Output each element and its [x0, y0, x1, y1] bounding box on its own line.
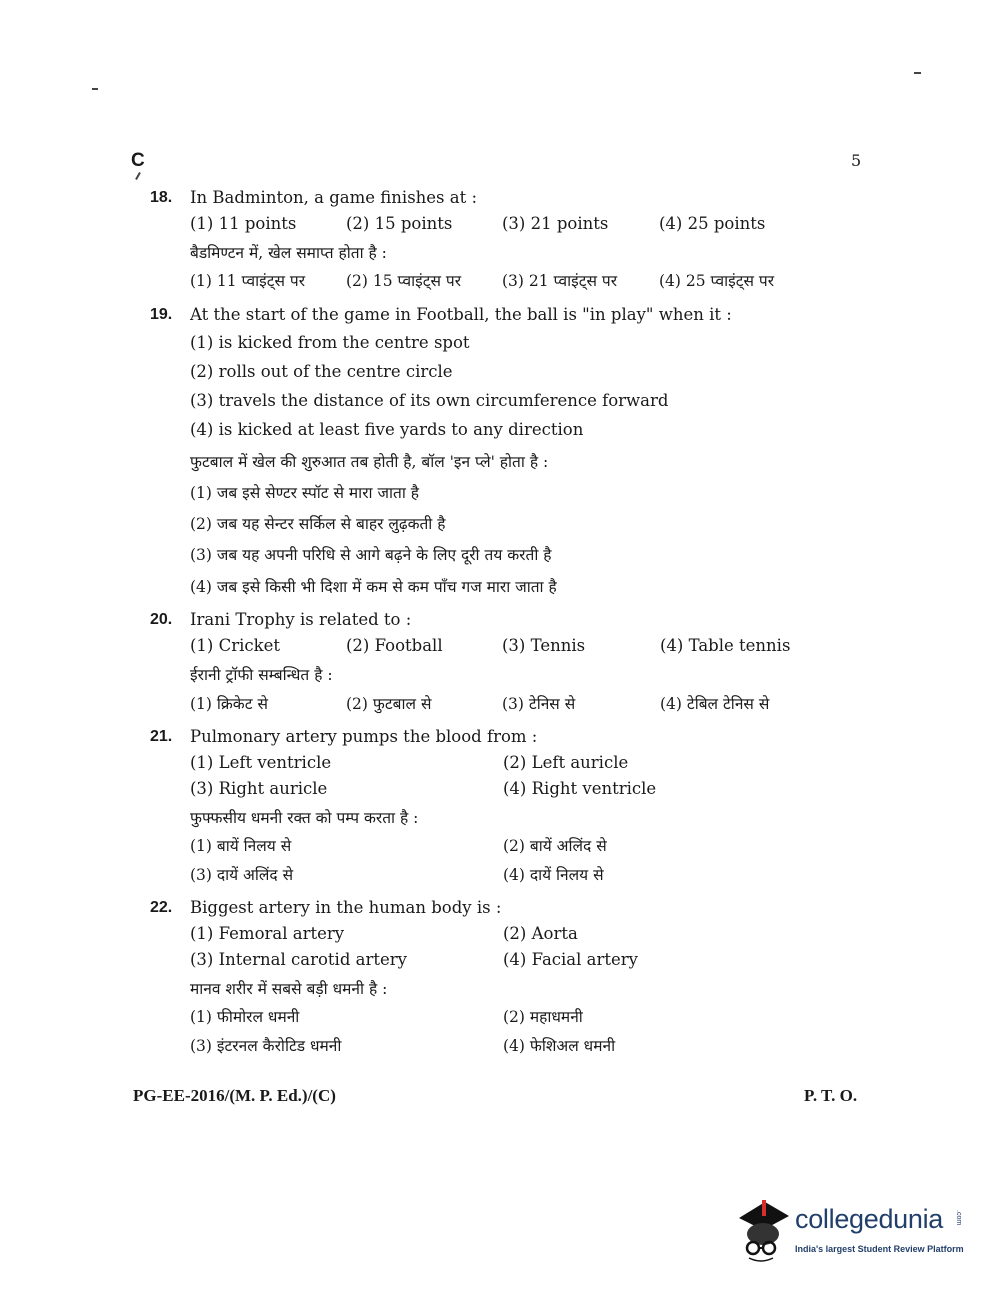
scan-speck — [135, 172, 141, 180]
option-en: (3) 21 points — [502, 214, 609, 233]
option-en: (2) Aorta — [503, 924, 578, 943]
option-hi: (2) महाधमनी — [503, 1008, 583, 1026]
option-en: (1) 11 points — [190, 214, 297, 233]
option-en: (3) travels the distance of its own circumference forward — [190, 391, 669, 410]
option-hi: (1) क्रिकेट से — [190, 695, 268, 713]
option-hi: (1) बायें निलय से — [190, 837, 292, 855]
paper-code: PG-EE-2016/(M. P. Ed.)/(C) — [133, 1086, 336, 1105]
option-en: (1) is kicked from the centre spot — [190, 333, 470, 352]
option-hi: (3) जब यह अपनी परिधि से आगे बढ़ने के लिए दूरी तय करती है — [190, 546, 552, 564]
option-hi: (2) जब यह सेन्टर सर्किल से बाहर लुढ़कती है — [190, 515, 446, 533]
question-text-en: Irani Trophy is related to : — [190, 610, 412, 629]
option-en: (3) Tennis — [502, 636, 586, 655]
option-en: (1) Cricket — [190, 636, 281, 655]
brand-tagline: India's largest Student Review Platform — [795, 1244, 964, 1254]
scan-speck — [92, 88, 98, 90]
brand-domain: .com — [955, 1210, 962, 1226]
option-hi: (1) जब इसे सेण्टर स्पॉट से मारा जाता है — [190, 484, 420, 502]
option-hi: (3) टेनिस से — [502, 695, 576, 713]
pto-label: P. T. O. — [804, 1086, 858, 1105]
option-hi: (4) जब इसे किसी भी दिशा में कम से कम पाँच गज मारा जाता है — [190, 578, 557, 596]
option-en: (2) rolls out of the centre circle — [190, 362, 453, 381]
option-hi: (1) फीमोरल धमनी — [190, 1008, 300, 1026]
question-text-hi: ईरानी ट्रॉफी सम्बन्धित है : — [190, 666, 333, 684]
option-en: (4) Table tennis — [660, 636, 791, 655]
option-hi: (4) दायें निलय से — [503, 866, 604, 884]
option-en: (2) Football — [346, 636, 443, 655]
option-en: (2) 15 points — [346, 214, 453, 233]
page-number: 5 — [851, 151, 862, 170]
question-number: 19. — [150, 306, 173, 323]
option-hi: (3) दायें अलिंद से — [190, 866, 294, 884]
option-en: (4) Facial artery — [503, 950, 638, 969]
option-hi: (4) टेबिल टेनिस से — [660, 695, 770, 713]
question-text-hi: बैडमिण्टन में, खेल समाप्त होता है : — [190, 244, 387, 262]
option-en: (1) Femoral artery — [190, 924, 345, 943]
option-en: (3) Internal carotid artery — [190, 950, 407, 969]
question-text-hi: फुटबाल में खेल की शुरुआत तब होती है, बॉल 'इन प्ले' होता है : — [190, 453, 549, 471]
option-hi: (2) फुटबाल से — [346, 695, 432, 713]
option-hi: (4) 25 प्वाइंट्स पर — [659, 272, 775, 290]
option-hi: (2) 15 प्वाइंट्स पर — [346, 272, 462, 290]
question-text-hi: मानव शरीर में सबसे बड़ी धमनी है : — [190, 980, 388, 998]
option-hi: (4) फेशिअल धमनी — [503, 1037, 616, 1055]
option-en: (4) 25 points — [659, 214, 766, 233]
question-number: 20. — [150, 611, 173, 628]
question-number: 18. — [150, 189, 173, 206]
option-hi: (3) इंटरनल कैरोटिड धमनी — [190, 1037, 342, 1055]
question-text-hi: फुफ्फसीय धमनी रक्त को पम्प करता है : — [190, 809, 419, 827]
option-en: (2) Left auricle — [503, 753, 629, 772]
option-en: (4) is kicked at least five yards to any direction — [190, 420, 584, 439]
option-en: (3) Right auricle — [190, 779, 328, 798]
question-number: 21. — [150, 728, 173, 745]
brand-name: collegedunia — [795, 1204, 944, 1234]
mascot-icon — [735, 1196, 793, 1266]
option-en: (1) Left ventricle — [190, 753, 332, 772]
option-hi: (2) बायें अलिंद से — [503, 837, 607, 855]
question-text-en: Biggest artery in the human body is : — [190, 898, 502, 917]
collegedunia-watermark — [735, 1196, 965, 1266]
question-text-en: At the start of the game in Football, the ball is "in play" when it : — [190, 305, 732, 324]
option-en: (4) Right ventricle — [503, 779, 657, 798]
scan-speck — [914, 72, 921, 74]
option-hi: (3) 21 प्वाइंट्स पर — [502, 272, 618, 290]
question-number: 22. — [150, 899, 173, 916]
series-code: C — [131, 150, 145, 171]
option-hi: (1) 11 प्वाइंट्स पर — [190, 272, 306, 290]
question-text-en: In Badminton, a game finishes at : — [190, 188, 478, 207]
question-text-en: Pulmonary artery pumps the blood from : — [190, 727, 538, 746]
